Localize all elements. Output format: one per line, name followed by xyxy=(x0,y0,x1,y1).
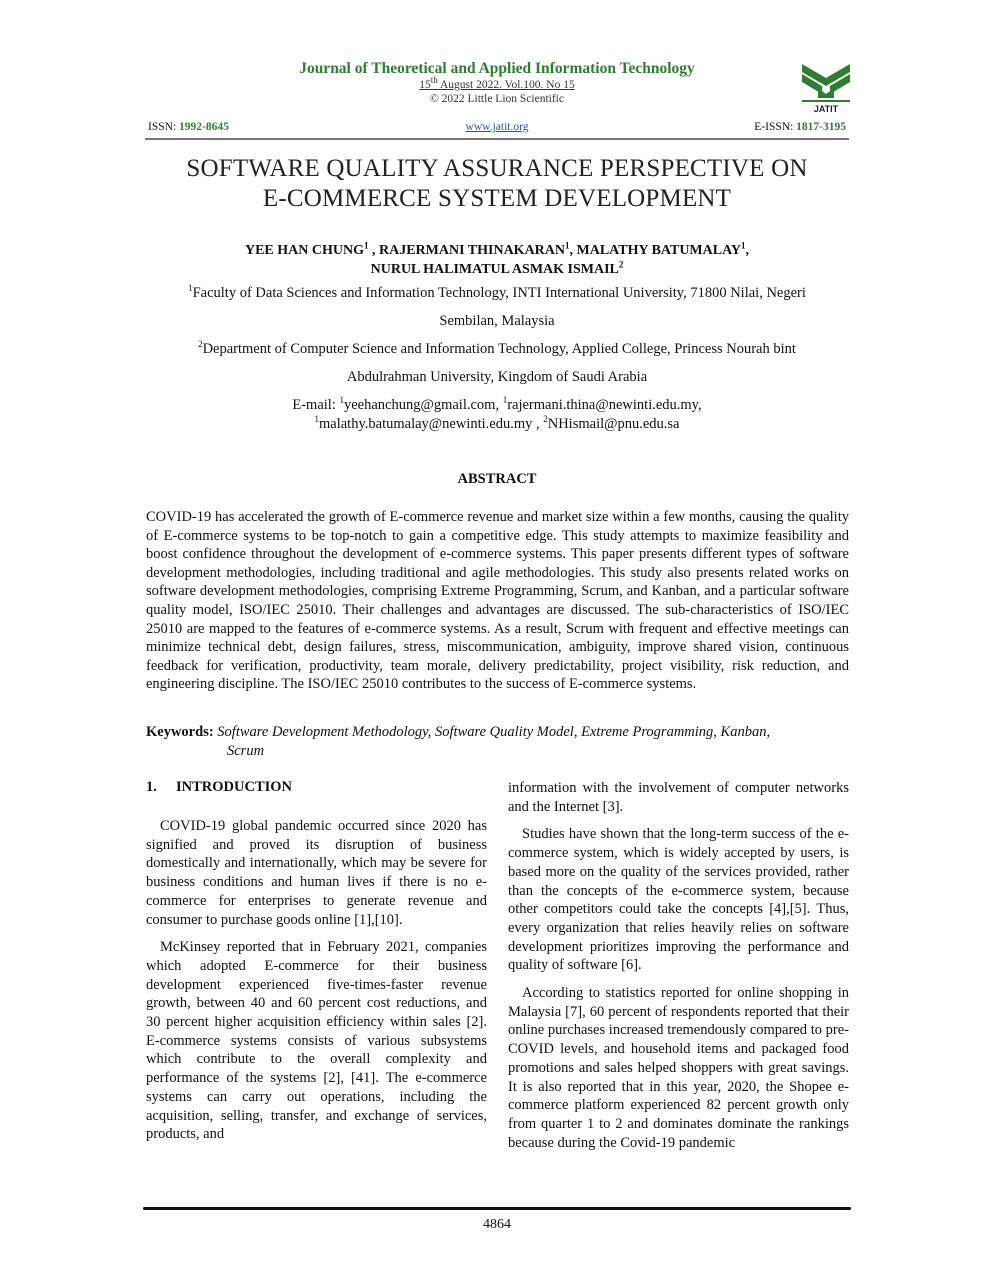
keywords: Keywords: Software Development Methodology, Software Quality Model, Extreme Programming, Kanban, Scrum xyxy=(146,724,771,759)
paper-title: SOFTWARE QUALITY ASSURANCE PERSPECTIVE ON E-COMMERCE SYSTEM DEVELOPMENT xyxy=(186,155,808,212)
eissn: E-ISSN: 1817-3195 xyxy=(754,121,846,133)
author-list xyxy=(97,241,897,279)
issn-ribbon xyxy=(145,118,849,140)
journal-title: Journal of Theoretical and Applied Information Technology xyxy=(299,60,695,77)
page-number: 4864 xyxy=(483,1217,511,1232)
svg-text:JATIT: JATIT xyxy=(813,104,839,114)
footer-divider xyxy=(143,1207,851,1210)
left-column xyxy=(146,817,487,1144)
abstract-text: COVID-19 has accelerated the growth of E-commerce revenue and market size within a few months, causing the quality of E-commerce systems to be top-notch to gain a competitive edge. This study attempts to maximize feasibility and boost confidence throughout the development of e-commerce systems. This paper presents different types of software development methodologies, including traditional and agile methodologies. This study also presents related works on software development methodologies, comprising Extreme Programming, Scrum, and Kanban, and a particular software quality model, ISO/IEC 25010. Their challenges and advantages are discussed. The sub-characteristics of ISO/IEC 25010 are mapped to the features of e-commerce systems. As a result, Scrum with frequent and effective meetings can minimize technical debt, design failures, stress, miscommunication, ambiguity, improve shared vision, continuous feedback for verification, productivity, team morale, delivery predictability, project visibility, risk reduction, and engineering discipline. The ISO/IEC 25010 contributes to the success of E-commerce systems. xyxy=(146,509,849,693)
right-column xyxy=(508,779,849,1152)
affiliation-2: $^2$Department of Computer Science and Information Technology, Applied College, Princess Nourah bint Abdulrahman University, Kingdom of Saudi Arabia xyxy=(198,339,796,385)
issn: ISSN: 1992-8645 xyxy=(148,121,229,133)
journal-issue-date: 15th August 2022. Vol.100. No 15 xyxy=(419,75,575,91)
paragraph: information with the involvement of computer networks and the Internet [3]. xyxy=(508,780,849,815)
journal-copyright: © 2022 Little Lion Scientific xyxy=(430,93,564,105)
paragraph: COVID-19 global pandemic occurred since 2020 has signified and proved its disruption of business domestically and internationally, which may be severe for business conditions and human lives if there is no e-commerce for enterprises to generate revenue and consumer to purchase goods online [1],[10]. xyxy=(146,818,487,928)
authors-line-2: NURUL HALIMATUL ASMAK ISMAIL$^2$ xyxy=(370,259,624,277)
paragraph: According to statistics reported for online shopping in Malaysia [7], 60 percent of respondents reported that their online purchases increased tremendously compared to pre-COVID levels, and household items and packaged food promotions and sales helped shoppers with great savings. It is also reported that in this year, 2020, the Shopee e-commerce platform experienced 82 percent growth only from quarter 1 to 2 and dominates dominate the rankings because during the Covid-19 pandemic xyxy=(508,985,849,1151)
affiliation-1: $^1$Faculty of Data Sciences and Information Technology, INTI International University, 71800 Nilai, Negeri Sembilan, Malaysia xyxy=(188,283,806,329)
section-heading-introduction: 1. INTRODUCTION xyxy=(146,779,293,795)
jatit-logo-icon xyxy=(796,58,856,114)
header-divider xyxy=(145,138,849,140)
abstract-heading: ABSTRACT xyxy=(457,471,537,487)
author-emails: E-mail: $^1$yeehanchung@gmail.com, $^1$rajermani.thina@newinti.edu.my, $^1$malathy.batumalay@newinti.edu.my , $^2$NHismail@pnu.edu.sa xyxy=(292,395,702,432)
paragraph: Studies have shown that the long-term success of the e-commerce system, which is widely accepted by users, is based more on the quality of the services provided, rather than the concepts of the e-commerce system, because other competitors could take the concepts [4],[5]. Thus, every organization that relies heavily relies on software development prioritizes improving the performance and quality of software [6]. xyxy=(508,826,849,974)
paragraph: McKinsey reported that in February 2021, companies which adopted E-commerce for their business development experienced five-times-faster revenue growth, between 40 and 60 percent cost reductions, and 30 percent higher acquisition efficiency within sales [2]. E-commerce systems consists of various subsystems which contribute to the overall complexity and performance of the systems [2], [41]. The e-commerce systems can carry out operations, including the acquisition, selling, transfer, and exchange of services, products, and xyxy=(146,939,487,1143)
journal-website-link[interactable]: www.jatit.org xyxy=(465,121,529,133)
authors-line-1: YEE HAN CHUNG$^1$ , RAJERMANI THINAKARAN$^1$, MALATHY BATUMALAY$^1$, xyxy=(244,240,750,258)
